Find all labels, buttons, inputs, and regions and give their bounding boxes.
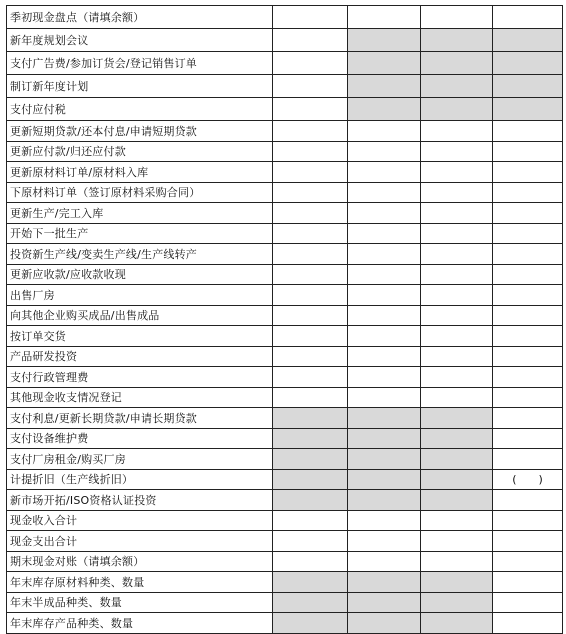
row-label: 年末半成品种类、数量 bbox=[7, 592, 273, 613]
row-label: 制订新年度计划 bbox=[7, 75, 273, 98]
shaded-cell bbox=[421, 592, 493, 613]
shaded-cell bbox=[273, 490, 348, 511]
value-cell[interactable] bbox=[421, 285, 493, 306]
value-cell[interactable] bbox=[493, 223, 563, 244]
row-label: 支付设备维护费 bbox=[7, 428, 273, 449]
value-cell[interactable] bbox=[493, 387, 563, 408]
value-cell[interactable] bbox=[421, 510, 493, 531]
shaded-cell bbox=[273, 592, 348, 613]
table-row bbox=[7, 223, 563, 244]
value-cell[interactable] bbox=[273, 75, 348, 98]
shaded-cell bbox=[348, 52, 421, 75]
row-label: 更新应收款/应收款收现 bbox=[7, 264, 273, 285]
shaded-cell bbox=[273, 408, 348, 429]
value-cell[interactable] bbox=[421, 203, 493, 224]
value-cell[interactable] bbox=[493, 367, 563, 388]
value-cell[interactable] bbox=[273, 326, 348, 347]
value-cell[interactable] bbox=[273, 531, 348, 552]
value-cell[interactable] bbox=[421, 141, 493, 162]
row-label: 新市场开拓/ISO资格认证投资 bbox=[7, 490, 273, 511]
table-row bbox=[7, 551, 563, 572]
table-row bbox=[7, 592, 563, 613]
row-label: 期末现金对账（请填余额） bbox=[7, 551, 273, 572]
value-cell[interactable] bbox=[273, 510, 348, 531]
table-row bbox=[7, 428, 563, 449]
value-cell[interactable] bbox=[273, 285, 348, 306]
shaded-cell bbox=[421, 52, 493, 75]
shaded-cell bbox=[421, 572, 493, 593]
value-cell[interactable] bbox=[493, 531, 563, 552]
value-cell[interactable] bbox=[493, 408, 563, 429]
shaded-cell bbox=[493, 52, 563, 75]
value-cell[interactable] bbox=[421, 121, 493, 142]
table-row bbox=[7, 75, 563, 98]
table-row bbox=[7, 490, 563, 511]
value-cell[interactable] bbox=[273, 203, 348, 224]
row-label: 投资新生产线/变卖生产线/生产线转产 bbox=[7, 244, 273, 265]
value-cell[interactable] bbox=[421, 244, 493, 265]
row-label: 季初现金盘点（请填余额） bbox=[7, 6, 273, 29]
row-label: 开始下一批生产 bbox=[7, 223, 273, 244]
table-row bbox=[7, 387, 563, 408]
value-cell[interactable] bbox=[493, 285, 563, 306]
value-cell[interactable] bbox=[421, 305, 493, 326]
table-row bbox=[7, 244, 563, 265]
shaded-cell bbox=[273, 572, 348, 593]
table-row bbox=[7, 613, 563, 634]
value-cell[interactable] bbox=[421, 387, 493, 408]
value-cell[interactable]: ( ) bbox=[493, 469, 563, 490]
shaded-cell bbox=[421, 428, 493, 449]
value-cell[interactable] bbox=[273, 162, 348, 183]
table-row bbox=[7, 285, 563, 306]
value-cell[interactable] bbox=[493, 572, 563, 593]
table-row bbox=[7, 449, 563, 470]
row-label: 更新短期贷款/还本付息/申请短期贷款 bbox=[7, 121, 273, 142]
value-cell[interactable] bbox=[348, 551, 421, 572]
shaded-cell bbox=[421, 469, 493, 490]
table-row bbox=[7, 346, 563, 367]
table-row bbox=[7, 182, 563, 203]
table-row bbox=[7, 572, 563, 593]
value-cell[interactable] bbox=[421, 326, 493, 347]
value-cell[interactable] bbox=[273, 244, 348, 265]
table-row bbox=[7, 52, 563, 75]
shaded-cell bbox=[493, 29, 563, 52]
value-cell[interactable] bbox=[273, 387, 348, 408]
shaded-cell bbox=[348, 592, 421, 613]
table-row bbox=[7, 121, 563, 142]
row-label: 更新应付款/归还应付款 bbox=[7, 141, 273, 162]
value-cell[interactable] bbox=[421, 531, 493, 552]
row-label: 支付利息/更新长期贷款/申请长期贷款 bbox=[7, 408, 273, 429]
table-row bbox=[7, 469, 563, 490]
shaded-cell bbox=[348, 469, 421, 490]
value-cell[interactable] bbox=[348, 121, 421, 142]
table-row bbox=[7, 531, 563, 552]
row-label: 下原材料订单（签订原材料采购合同） bbox=[7, 182, 273, 203]
table-body bbox=[7, 6, 563, 634]
value-cell[interactable] bbox=[348, 162, 421, 183]
value-cell[interactable] bbox=[493, 182, 563, 203]
value-cell[interactable] bbox=[348, 141, 421, 162]
shaded-cell bbox=[273, 449, 348, 470]
value-cell[interactable] bbox=[421, 182, 493, 203]
value-cell[interactable] bbox=[493, 121, 563, 142]
value-cell[interactable] bbox=[348, 305, 421, 326]
value-cell[interactable] bbox=[421, 551, 493, 572]
value-cell[interactable] bbox=[348, 346, 421, 367]
table-row bbox=[7, 141, 563, 162]
value-cell[interactable] bbox=[493, 326, 563, 347]
value-cell[interactable] bbox=[348, 182, 421, 203]
table-row bbox=[7, 98, 563, 121]
shaded-cell bbox=[493, 98, 563, 121]
table-row bbox=[7, 326, 563, 347]
value-cell[interactable] bbox=[493, 551, 563, 572]
value-cell[interactable] bbox=[273, 98, 348, 121]
value-cell[interactable] bbox=[421, 6, 493, 29]
value-cell[interactable] bbox=[348, 223, 421, 244]
shaded-cell bbox=[348, 428, 421, 449]
shaded-cell bbox=[348, 490, 421, 511]
value-cell[interactable] bbox=[348, 367, 421, 388]
table-row bbox=[7, 203, 563, 224]
row-label: 支付行政管理费 bbox=[7, 367, 273, 388]
shaded-cell bbox=[348, 613, 421, 634]
row-label: 出售厂房 bbox=[7, 285, 273, 306]
value-cell[interactable] bbox=[421, 223, 493, 244]
shaded-cell bbox=[421, 449, 493, 470]
value-cell[interactable] bbox=[273, 52, 348, 75]
value-cell[interactable] bbox=[273, 367, 348, 388]
value-cell[interactable] bbox=[493, 305, 563, 326]
shaded-cell bbox=[493, 75, 563, 98]
table-row bbox=[7, 305, 563, 326]
row-label: 更新原材料订单/原材料入库 bbox=[7, 162, 273, 183]
value-cell[interactable] bbox=[348, 203, 421, 224]
value-cell[interactable] bbox=[273, 29, 348, 52]
value-cell[interactable] bbox=[493, 264, 563, 285]
row-label: 更新生产/完工入库 bbox=[7, 203, 273, 224]
value-cell[interactable] bbox=[273, 6, 348, 29]
row-label: 按订单交货 bbox=[7, 326, 273, 347]
value-cell[interactable] bbox=[273, 305, 348, 326]
table-row bbox=[7, 162, 563, 183]
shaded-cell bbox=[273, 469, 348, 490]
value-cell[interactable] bbox=[273, 551, 348, 572]
row-label: 支付广告费/参加订货会/登记销售订单 bbox=[7, 52, 273, 75]
value-cell[interactable] bbox=[348, 244, 421, 265]
value-cell[interactable] bbox=[348, 531, 421, 552]
value-cell[interactable] bbox=[421, 346, 493, 367]
shaded-cell bbox=[421, 98, 493, 121]
value-cell[interactable] bbox=[348, 285, 421, 306]
shaded-cell bbox=[273, 428, 348, 449]
shaded-cell bbox=[348, 75, 421, 98]
shaded-cell bbox=[421, 490, 493, 511]
cash-flow-table bbox=[6, 5, 563, 634]
value-cell[interactable] bbox=[348, 326, 421, 347]
row-label: 其他现金收支情况登记 bbox=[7, 387, 273, 408]
value-cell[interactable] bbox=[273, 264, 348, 285]
row-label: 年末库存产品种类、数量 bbox=[7, 613, 273, 634]
value-cell[interactable] bbox=[348, 387, 421, 408]
row-label: 产品研发投资 bbox=[7, 346, 273, 367]
value-cell[interactable] bbox=[493, 510, 563, 531]
shaded-cell bbox=[421, 408, 493, 429]
table-row bbox=[7, 29, 563, 52]
value-cell[interactable] bbox=[348, 264, 421, 285]
table-row bbox=[7, 367, 563, 388]
row-label: 新年度规划会议 bbox=[7, 29, 273, 52]
table-row bbox=[7, 408, 563, 429]
value-cell[interactable] bbox=[493, 141, 563, 162]
value-cell[interactable] bbox=[348, 510, 421, 531]
shaded-cell bbox=[348, 408, 421, 429]
value-cell[interactable] bbox=[273, 346, 348, 367]
row-label: 计提折旧（生产线折旧） bbox=[7, 469, 273, 490]
shaded-cell bbox=[273, 613, 348, 634]
shaded-cell bbox=[421, 613, 493, 634]
value-cell[interactable] bbox=[421, 367, 493, 388]
shaded-cell bbox=[348, 29, 421, 52]
value-cell[interactable] bbox=[493, 490, 563, 511]
row-label: 年末库存原材料种类、数量 bbox=[7, 572, 273, 593]
table-row bbox=[7, 264, 563, 285]
value-cell[interactable] bbox=[348, 6, 421, 29]
row-label: 向其他企业购买成品/出售成品 bbox=[7, 305, 273, 326]
value-cell[interactable] bbox=[421, 264, 493, 285]
shaded-cell bbox=[348, 449, 421, 470]
row-label: 现金收入合计 bbox=[7, 510, 273, 531]
value-cell[interactable] bbox=[493, 428, 563, 449]
value-cell[interactable] bbox=[493, 162, 563, 183]
value-cell[interactable] bbox=[421, 162, 493, 183]
value-cell[interactable] bbox=[273, 182, 348, 203]
row-label: 支付厂房租金/购买厂房 bbox=[7, 449, 273, 470]
shaded-cell bbox=[348, 98, 421, 121]
value-cell[interactable] bbox=[273, 141, 348, 162]
value-cell[interactable] bbox=[273, 121, 348, 142]
value-cell[interactable] bbox=[493, 449, 563, 470]
table-row bbox=[7, 510, 563, 531]
value-cell[interactable] bbox=[493, 203, 563, 224]
value-cell[interactable] bbox=[493, 346, 563, 367]
shaded-cell bbox=[421, 75, 493, 98]
value-cell[interactable] bbox=[273, 223, 348, 244]
value-cell[interactable] bbox=[493, 6, 563, 29]
value-cell[interactable] bbox=[493, 244, 563, 265]
value-cell[interactable] bbox=[493, 613, 563, 634]
value-cell[interactable] bbox=[493, 592, 563, 613]
table-row bbox=[7, 6, 563, 29]
row-label: 支付应付税 bbox=[7, 98, 273, 121]
row-label: 现金支出合计 bbox=[7, 531, 273, 552]
shaded-cell bbox=[421, 29, 493, 52]
shaded-cell bbox=[348, 572, 421, 593]
